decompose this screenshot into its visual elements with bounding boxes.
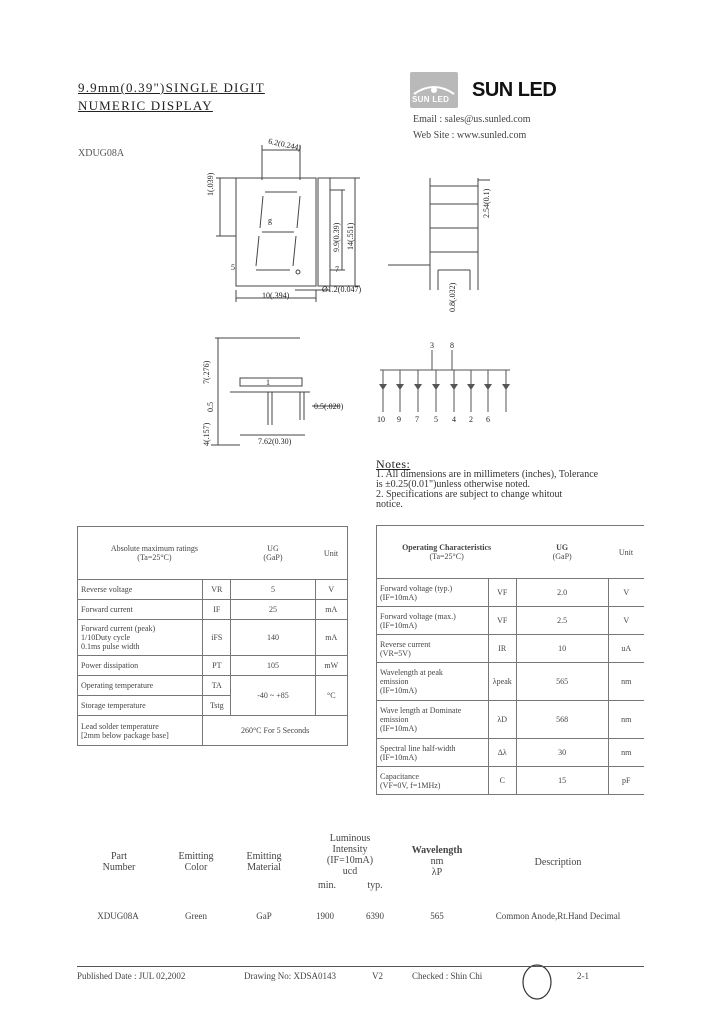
pin-label-1: 1 bbox=[266, 378, 270, 387]
table-header-row bbox=[78, 527, 348, 580]
email: Email : sales@us.sunled.com bbox=[413, 114, 531, 125]
col-wavelength-header: Wavelength nm λP bbox=[411, 845, 463, 878]
note-line-2: is ±0.25(0.01")unless otherwise noted. bbox=[376, 479, 530, 490]
website: Web Site : www.sunled.com bbox=[413, 130, 527, 141]
pin-label-5: 5 bbox=[231, 263, 235, 272]
table-row: Spectral line half-width (IF=10mA) Δλ 30 nm bbox=[377, 739, 645, 767]
dim-pin-length: 0.8(.032) bbox=[448, 282, 457, 312]
circuit-pin-8: 8 bbox=[450, 341, 454, 350]
table-row: Reverse voltage VR 5 V bbox=[78, 580, 348, 600]
dim-width: 10(.394) bbox=[262, 291, 290, 300]
published-date: Published Date : JUL 02,2002 bbox=[77, 971, 186, 981]
note-line-3: 2. Specifications are subject to change whitout bbox=[376, 489, 563, 500]
table-row: Operating temperature TA -40 ~ +85 °C bbox=[78, 676, 348, 696]
title-line-1: 9.9mm(0.39")SINGLE DIGIT bbox=[78, 80, 265, 95]
material-cell: GaP bbox=[256, 911, 272, 921]
dim-side-height: 7(.276) bbox=[202, 360, 211, 384]
table-row: Forward voltage (max.) (IF=10mA) VF 2.5 V bbox=[377, 607, 645, 635]
part-number-cell: XDUG08A bbox=[97, 911, 139, 921]
table-row: Storage temperature Tstg bbox=[78, 696, 348, 716]
color-cell: Green bbox=[185, 911, 207, 921]
dim-pitch: Ø1.2(0.047) bbox=[322, 285, 362, 294]
description-cell: Common Anode,Rt.Hand Decimal bbox=[495, 911, 621, 921]
header-param: Absolute maximum ratings (Ta=25°C) bbox=[78, 527, 231, 580]
circuit-pin-9: 9 bbox=[397, 415, 401, 424]
footer-divider bbox=[77, 966, 644, 967]
col-color-header: Emitting Color bbox=[178, 851, 214, 873]
operating-characteristics-table bbox=[376, 525, 644, 795]
dim-total-height: 14(.551) bbox=[346, 222, 355, 250]
col-material-header: Emitting Material bbox=[246, 851, 282, 873]
col-typ-header: typ. bbox=[367, 880, 383, 891]
brand-name: SUN LED bbox=[472, 79, 557, 101]
dim-bottom: 7.62(0.30) bbox=[258, 437, 292, 446]
notes-heading: Notes: bbox=[376, 457, 411, 471]
table-row: Reverse current (VR=5V) IR 10 uA bbox=[377, 635, 645, 663]
part-code: XDUG08A bbox=[78, 148, 125, 159]
version: V2 bbox=[372, 971, 383, 981]
circuit-pin-2: 2 bbox=[469, 415, 473, 424]
checked-by: Checked : Shin Chi bbox=[412, 971, 483, 981]
table-row: Forward voltage (typ.) (IF=10mA) VF 2.0 V bbox=[377, 579, 645, 607]
table-row: Wavelength at peak emission (IF=10mA) λpeak 565 nm bbox=[377, 663, 645, 701]
dim-left: 1(.039) bbox=[206, 172, 215, 196]
typ-cell: 6390 bbox=[366, 911, 384, 921]
min-cell: 1900 bbox=[316, 911, 334, 921]
dim-top: 6.2(0.244) bbox=[267, 136, 302, 153]
col-min-header: min. bbox=[317, 880, 337, 891]
note-line-1: 1. All dimensions are in millimeters (inches), Tolerance bbox=[376, 469, 599, 480]
circuit-pin-4: 4 bbox=[452, 415, 456, 424]
table-row: Power dissipation PT 105 mW bbox=[78, 656, 348, 676]
circuit-pin-7: 7 bbox=[415, 415, 419, 424]
col-description-header: Description bbox=[534, 857, 582, 868]
dim-pin-span: 2.54(0.1) bbox=[482, 188, 491, 218]
segment-label-g: g bbox=[268, 216, 272, 225]
drawing-number: Drawing No: XDSA0143 bbox=[244, 971, 336, 981]
dim-lead: 0.5(.020) bbox=[314, 402, 344, 411]
header-ug: UG (GaP) bbox=[231, 527, 315, 580]
title-line-2: NUMERIC DISPLAY bbox=[78, 98, 213, 113]
circuit-pin-3: 3 bbox=[430, 341, 434, 350]
dim-digit-height: 9.9(0.39) bbox=[332, 222, 341, 252]
col-luminous-header: Luminous Intensity (IF=10mA) ucd bbox=[326, 833, 374, 877]
page-number: 2-1 bbox=[577, 971, 589, 981]
dim-side-lower: 4(.157) bbox=[202, 422, 211, 446]
circuit-pin-10: 10 bbox=[377, 415, 385, 424]
table-row: Capacitance (VF=0V, f=1MHz) C 15 pF bbox=[377, 767, 645, 795]
dim-side-small: 0.5 bbox=[206, 402, 215, 412]
pin-label-7: 7 bbox=[335, 265, 339, 274]
header-unit: Unit bbox=[315, 527, 347, 580]
table-row: Wave length at Dominate emission (IF=10mA) λD 568 nm bbox=[377, 701, 645, 739]
note-line-4: notice. bbox=[376, 499, 403, 510]
table-row: Lead solder temperature [2mm below package base] 260°C For 5 Seconds bbox=[78, 716, 348, 746]
wavelength-cell: 565 bbox=[430, 911, 444, 921]
absolute-ratings-table bbox=[77, 526, 348, 746]
col-part-header: Part Number bbox=[102, 851, 136, 873]
circuit-pin-6: 6 bbox=[486, 415, 490, 424]
table-row: Forward current (peak) 1/10Duty cycle 0.1ms pulse width iFS 140 mA bbox=[78, 620, 348, 656]
circuit-pin-5: 5 bbox=[434, 415, 438, 424]
table-header-row: Operating Characteristics (Ta=25°C) UG (GaP) Unit bbox=[377, 526, 645, 579]
table-row: Forward current IF 25 mA bbox=[78, 600, 348, 620]
logo-badge-text: SUN LED bbox=[412, 95, 450, 104]
